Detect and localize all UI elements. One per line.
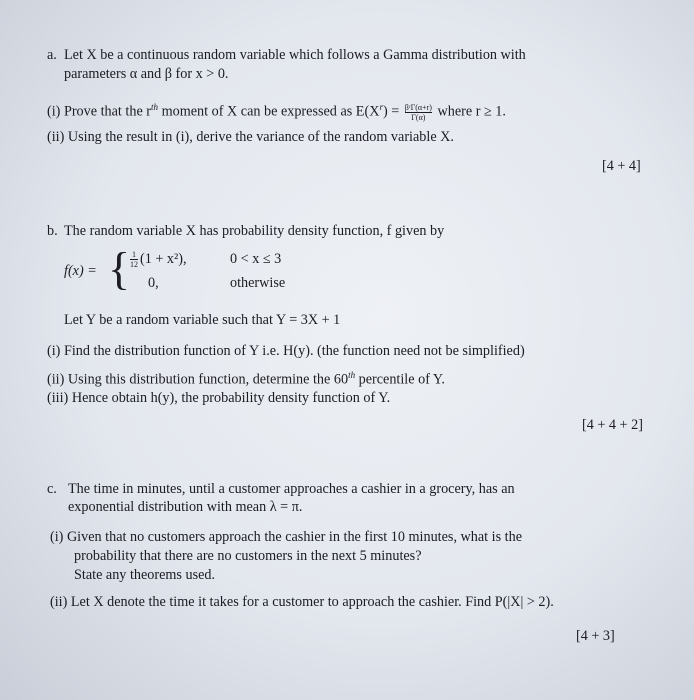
text: (ii) Using this distribution function, determine the 60 [47,371,349,388]
part-c-intro-line1: The time in minutes, until a customer approaches a cashier in a grocery, has an [68,481,515,497]
part-b-question-ii [47,366,445,389]
text: percentile of Y. [358,371,445,388]
fraction-denominator: 12 [130,260,138,270]
pdf-fraction [130,250,138,269]
fraction-denominator: Γ(α) [411,112,426,122]
part-a-intro-line2: parameters α and β for x > 0. [64,66,229,82]
part-b-question-iii: (iii) Hence obtain h(y), the probability density function of Y. [47,390,391,406]
moment-fraction [405,103,432,122]
part-c-question-i-line1: (i) Given that no customers approach the cashier in the first 10 minutes, what is the [50,529,523,545]
part-b-intro: The random variable X has probability density function, f given by [64,223,445,239]
part-a-question-i [47,98,506,122]
superscript: th [348,370,356,380]
part-b-let-line: Let Y be a random variable such that Y = 3X + 1 [64,312,341,328]
part-a-question-ii: (ii) Using the result in (i), derive the variance of the random variable X. [47,129,454,145]
part-a-intro-line1: Let X be a continuous random variable which follows a Gamma distribution with [64,47,526,63]
case-2-condition: otherwise [230,275,286,291]
pdf-lhs: f(x) = [64,263,97,279]
part-a-marks: [4 + 4] [602,158,641,174]
part-b-label: b. [47,223,58,239]
part-c-intro-line2: exponential distribution with mean λ = π. [68,499,303,515]
part-c-label: c. [47,481,57,497]
text: ) = [382,103,400,120]
part-b-marks: [4 + 4 + 2] [582,417,643,433]
fraction-numerator: 1 [132,250,136,260]
superscript: r [379,102,383,112]
pdf-case-1 [128,250,187,269]
text: (i) Prove that the r [47,103,152,120]
part-c-question-i-line2: probability that there are no customers in the next 5 minutes? [74,548,422,564]
fraction-numerator: βʳΓ(α+r) [404,102,432,112]
text: moment of X can be expressed as E(X [161,103,380,120]
case-1-condition: 0 < x ≤ 3 [230,251,282,267]
part-b-question-i: (i) Find the distribution function of Y i.e. H(y). (the function need not be simplified) [47,343,525,359]
case-1-expression: (1 + x²), [140,251,187,267]
superscript: th [151,102,159,112]
part-c-question-ii: (ii) Let X denote the time it takes for a customer to approach the cashier. Find P(|X| > 2). [50,594,554,610]
text: where r ≥ 1. [437,103,506,120]
part-c-marks: [4 + 3] [576,628,615,644]
part-c-question-i-line3: State any theorems used. [74,567,216,583]
left-brace: { [108,243,131,294]
case-2-expression: 0, [148,275,159,291]
part-a-label: a. [47,47,57,63]
